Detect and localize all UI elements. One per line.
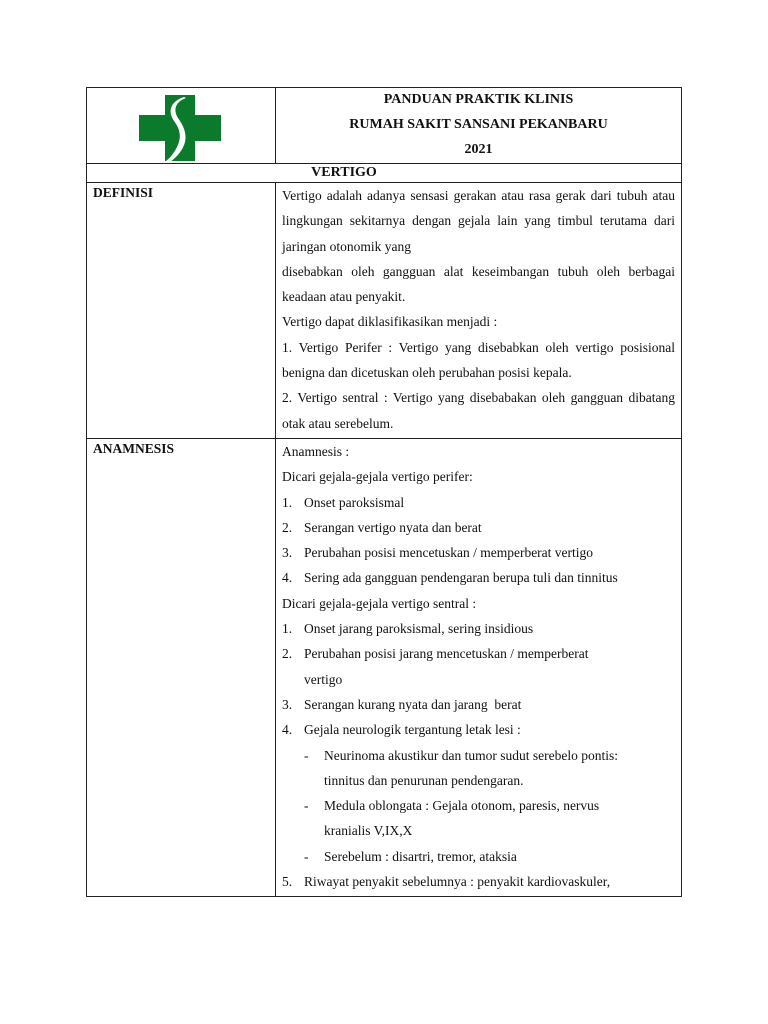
list-item: 3. Serangan kurang nyata dan jarang berat xyxy=(282,696,522,712)
list-item: 4. Sering ada gangguan pendengaran berupa tuli dan tinnitus xyxy=(282,570,618,586)
anamnesis-intro: Anamnesis : xyxy=(282,443,350,459)
definisi-paragraph: 1. Vertigo Perifer : Vertigo yang disebabkan oleh vertigo posisional benigna dan dicetuskan oleh perubahan posisi kepala. xyxy=(282,339,675,381)
list-item: 1. Onset paroksismal xyxy=(282,494,405,510)
sub-list-item: - Serebelum : disartri, tremor, ataksia xyxy=(304,848,517,864)
header-line-2: RUMAH SAKIT SANSANI PEKANBARU xyxy=(349,117,608,132)
definisi-paragraph: Vertigo dapat diklasifikasikan menjadi : xyxy=(282,314,498,330)
title-row xyxy=(87,164,682,183)
anamnesis-label: ANAMNESIS xyxy=(87,438,276,896)
definisi-label: DEFINISI xyxy=(87,183,276,439)
definisi-row xyxy=(87,183,682,439)
list-item: 5. Riwayat penyakit sebelumnya : penyakit kardiovaskuler, xyxy=(282,874,611,890)
sub-list-continuation: kranialis V,IX,X xyxy=(324,823,413,839)
definisi-content xyxy=(276,183,682,439)
header-line-1: PANDUAN PRAKTIK KLINIS xyxy=(383,92,574,107)
header-year: 2021 xyxy=(464,142,493,157)
document-title: VERTIGO xyxy=(87,164,682,183)
definisi-paragraph: disebabkan oleh gangguan alat keseimbangan tubuh oleh berbagai keadaan atau penyakit. xyxy=(282,263,675,305)
list-item: 1. Onset jarang paroksismal, sering insidious xyxy=(282,621,534,637)
list-item: 4. Gejala neurologik tergantung letak lesi : xyxy=(282,722,521,738)
sentral-heading: Dicari gejala-gejala vertigo sentral : xyxy=(282,595,477,611)
list-item-continuation: vertigo xyxy=(304,671,343,687)
sub-list-item: - Medula oblongata : Gejala otonom, paresis, nervus xyxy=(304,798,600,814)
green-cross-logo-icon xyxy=(137,93,223,164)
definisi-paragraph: Vertigo adalah adanya sensasi gerakan atau rasa gerak dari tubuh atau lingkungan sekitarnya dengan gejala lain yang timbul terutama dari jaringan otonomik yang xyxy=(282,188,675,254)
logo-cell xyxy=(87,88,276,164)
sub-list-item: - Neurinoma akustikur dan tumor sudut serebelo pontis: xyxy=(304,747,618,763)
header-title-cell xyxy=(276,88,682,164)
perifer-heading: Dicari gejala-gejala vertigo perifer: xyxy=(282,469,473,485)
anamnesis-row xyxy=(87,438,682,896)
sub-list-continuation: tinnitus dan penurunan pendengaran. xyxy=(324,772,524,788)
clinical-guideline-table xyxy=(86,87,682,897)
list-item: 2. Serangan vertigo nyata dan berat xyxy=(282,519,482,535)
header-row xyxy=(87,88,682,164)
definisi-paragraph: 2. Vertigo sentral : Vertigo yang disebabakan oleh gangguan dibatang otak atau serebelum. xyxy=(282,390,675,431)
anamnesis-content xyxy=(276,438,682,896)
list-item: 2. Perubahan posisi jarang mencetuskan / memperberat xyxy=(282,646,589,662)
list-item: 3. Perubahan posisi mencetuskan / memperberat vertigo xyxy=(282,545,594,561)
